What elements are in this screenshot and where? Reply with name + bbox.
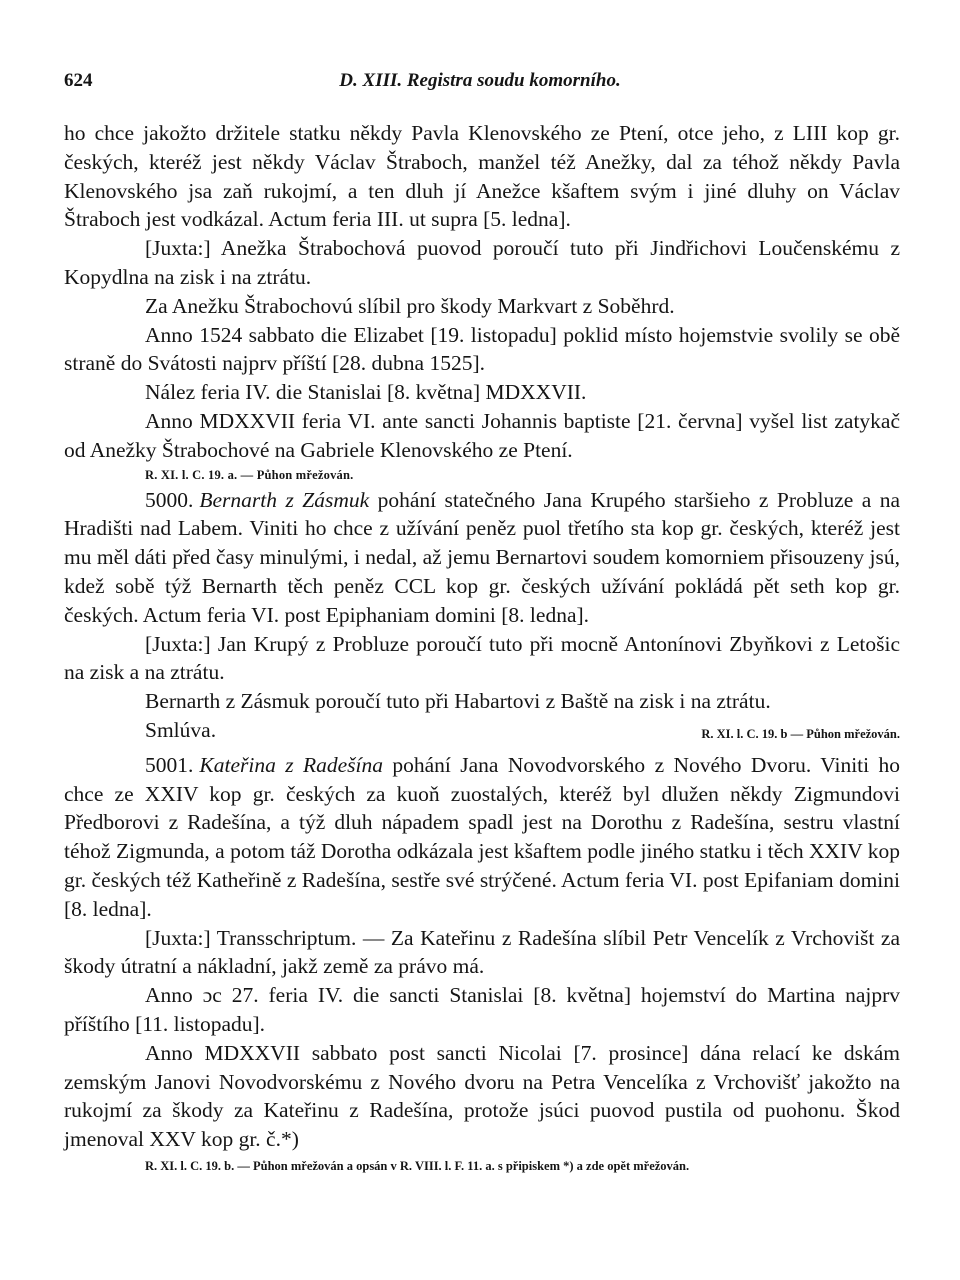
paragraph-anno-27: Anno ɔc 27. feria IV. die sancti Stanislai [8. května] hojemství do Martina najprv příštího [11. listopadu]. bbox=[64, 983, 900, 1036]
paragraph-juxta-3: [Juxta:] Transschriptum. — Za Kateřinu z Radešína slíbil Petr Vencelík z Vrchovišt za škody útratní a nákladní, jakž země za právo má. bbox=[64, 925, 900, 979]
page-header bbox=[64, 70, 896, 100]
signature-note-3: R. XI. l. C. 19. b. — Půhon mřežován a opsán v R. VIII. l. F. 11. a. s připiskem *) a zde opět mřežován. bbox=[145, 1158, 690, 1173]
paragraph-juxta-1: [Juxta:] Anežka Štrabochová puovod poroučí tuto při Jindřichovi Loučenskému z Kopydlna na zisk i na ztrátu. bbox=[64, 236, 900, 289]
smluva-label: Smlúva. bbox=[145, 717, 217, 742]
paragraph-nalez: Nález feria IV. die Stanislai [8. května] MDXXVII. bbox=[145, 380, 587, 405]
entry-5001 bbox=[64, 751, 900, 924]
plaintiff-5001: Kateřina z Radešína bbox=[199, 752, 383, 777]
signature-note-2: R. XI. l. C. 19. b — Půhon mřežován. bbox=[701, 726, 900, 741]
paragraph-continuation: ho chce jakožto držitele statku někdy Pavla Klenovského ze Ptení, otce jeho, z LIII kop gr. českých, kteréž jest někdy Václav Štraboch, manžel též Anežky, dal za téhož někdy Pavla Klenovského jsa zaň rukojmí, a ten dluh jí Anežce kšaftem svým i jiné dluhy on Václav Štraboch jest vodkázal. Actum feria III. ut supra [5. ledna]. bbox=[64, 121, 900, 232]
entry-5000 bbox=[64, 486, 900, 630]
entry-number-5001: 5001. bbox=[145, 752, 194, 777]
signature-note-1: R. XI. l. C. 19. a. — Půhon mřežován. bbox=[145, 467, 354, 482]
paragraph-anno-mdxxvii-1: Anno MDXXVII feria VI. ante sancti Johannis baptiste [21. června] vyšel list zatykač od Anežky Štrabochové na Gabriele Klenovského ze Ptení. bbox=[64, 408, 900, 462]
document-body bbox=[64, 119, 900, 1174]
entry-text-5001: pohání Jana Novodvorského z Nového Dvoru. Viniti ho chce ze XXIV kop gr. českých za kuoň zuostalých, kteréž byl dlužen někdy Zigmundovi Předborovi z Radešína, a týž dluh nápadem spadl jest na Dorothu z Radešína, sestru vlastní téhož Zigmunda, a potom táž Dorotha odkázala jest kšaftem podle jiného statku i těch XXIV kop gr. českých též Katheřině z Radešína, sestře své strýčené. Actum feria VI. post Epifaniam domini [8. ledna]. bbox=[64, 752, 900, 921]
entry-number-5000: 5000. bbox=[145, 487, 194, 512]
paragraph-anno-mdxxvii-2: Anno MDXXVII sabbato post sancti Nicolai [7. prosince] dána relací ke dskám zemským Janovi Novodvorskému z Nového dvoru na Petra Vencelíka z Vrchovišť jakožto na rukojmí za škody za Kateřinu z Radešína, protože jsúci puovod pustila od puohonu. Škod jmenoval XXV kop gr. č.*) bbox=[64, 1040, 900, 1152]
plaintiff-5000: Bernarth z Zásmuk bbox=[199, 487, 370, 512]
entry-text-5000: pohání statečného Jana Krupého staršieho z Probluze a na Hradišti nad Labem. Viniti ho chce z užívání peněz puol třetího sta kop gr. českých, kteréž jest mu měl dáti před časy minulými, i nedal, až jemu Bernartovi soudem komorniem přisouzeny jsú, kdež sobě týž Bernarth těch peněz CCL kop gr. českých užívání pokládá pět seth kop gr. českých. Actum feria VI. post Epiphaniam domini [8. ledna]. bbox=[64, 487, 900, 627]
page-number: 624 bbox=[64, 70, 93, 91]
paragraph-bernarth: Bernarth z Zásmuk poroučí tuto při Habartovi z Baště na zisk i na ztrátu. bbox=[145, 689, 771, 714]
paragraph-smluva bbox=[64, 716, 900, 751]
paragraph-anno-1524: Anno 1524 sabbato die Elizabet [19. listopadu] poklid místo hojemstvie svolily se obě straně do Svátosti najprv příští [28. dubna 1525]. bbox=[64, 322, 900, 376]
paragraph-surety-1: Za Anežku Štrabochovú slíbil pro škody Markvart z Soběhrd. bbox=[145, 293, 675, 318]
running-title: D. XIII. Registra soudu komorního. bbox=[339, 70, 621, 91]
paragraph-juxta-2: [Juxta:] Jan Krupý z Probluze poroučí tuto při mocně Antonínovi Zbyňkovi z Letošic na zisk a na ztrátu. bbox=[64, 631, 900, 685]
